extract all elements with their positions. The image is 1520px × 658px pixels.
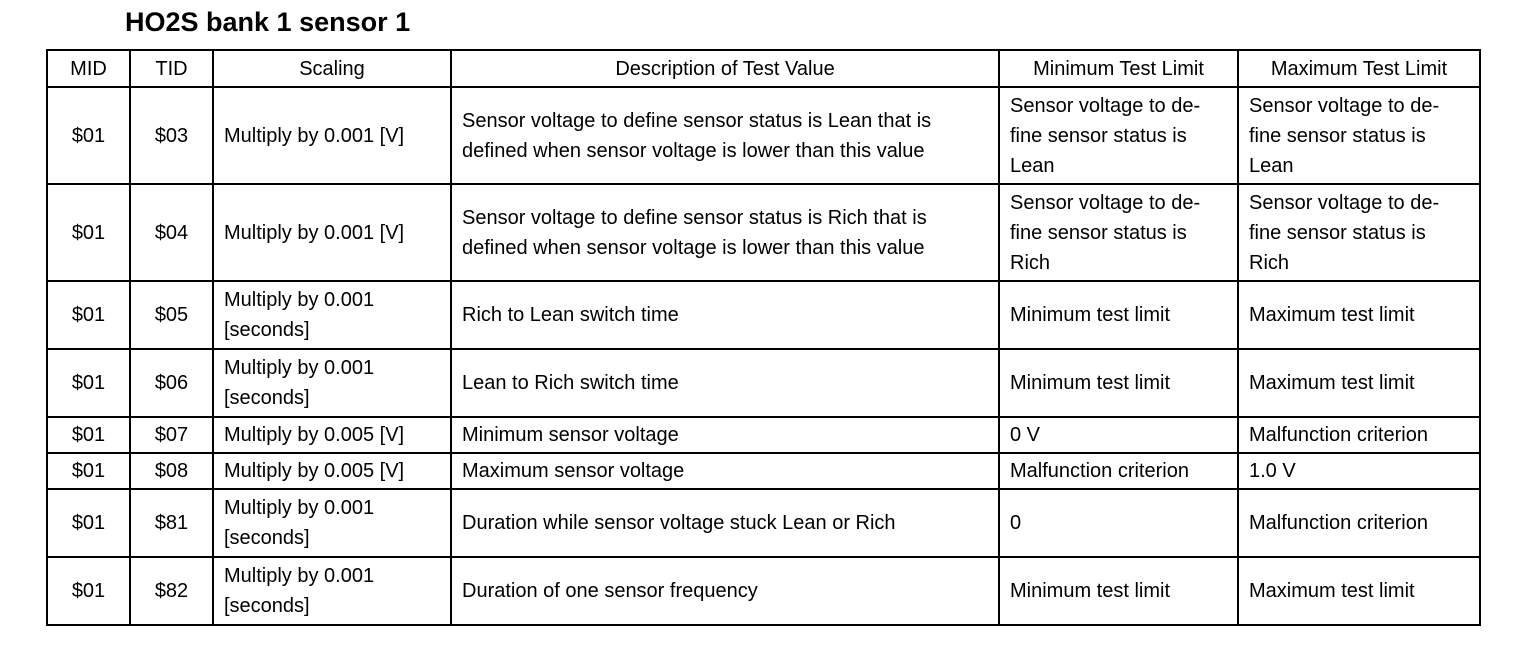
cell-max-limit-line: Maximum test limit: [1249, 372, 1415, 394]
table-row: [47, 281, 1480, 349]
cell-min-limit: [999, 87, 1238, 184]
cell-max-limit-line: Lean: [1249, 154, 1294, 177]
cell-mid: $01: [47, 184, 130, 281]
cell-description: [451, 184, 999, 281]
cell-scaling-line: Multiply by 0.001: [224, 497, 375, 519]
cell-description: [451, 87, 999, 184]
cell-scaling-line: [seconds]: [224, 527, 310, 549]
cell-description-line: Minimum sensor voltage: [462, 424, 679, 446]
cell-min-limit: [999, 453, 1238, 489]
cell-min-limit-line: Minimum test limit: [1010, 580, 1171, 602]
cell-description-line: Sensor voltage to define sensor status is Rich that is: [462, 206, 927, 229]
cell-description-line: Duration while sensor voltage stuck Lean or Rich: [462, 512, 896, 534]
cell-tid: $03: [130, 87, 213, 184]
cell-description-line: Sensor voltage to define sensor status is Lean that is: [462, 109, 932, 132]
cell-mid: $01: [47, 349, 130, 417]
cell-mid: $01: [47, 87, 130, 184]
cell-min-limit: [999, 489, 1238, 557]
cell-scaling: [213, 87, 451, 184]
cell-description: [451, 417, 999, 453]
cell-min-limit-line: Sensor voltage to de-: [1010, 191, 1201, 214]
cell-scaling: [213, 417, 451, 453]
table-body: [47, 87, 1480, 625]
cell-max-limit: [1238, 281, 1480, 349]
cell-max-limit-line: Malfunction criterion: [1249, 424, 1428, 446]
cell-max-limit-line: fine sensor status is: [1249, 221, 1426, 244]
cell-min-limit-line: Minimum test limit: [1010, 304, 1171, 326]
table-row: [47, 184, 1480, 281]
cell-scaling: [213, 453, 451, 489]
cell-tid: $05: [130, 281, 213, 349]
cell-max-limit-line: 1.0 V: [1249, 460, 1296, 482]
cell-tid: $04: [130, 184, 213, 281]
cell-mid: $01: [47, 557, 130, 625]
cell-tid: $81: [130, 489, 213, 557]
cell-description-line: Rich to Lean switch time: [462, 304, 679, 326]
cell-description-line: defined when sensor voltage is lower than this value: [462, 139, 925, 162]
cell-description-line: Lean to Rich switch time: [462, 372, 679, 394]
header-row: [47, 50, 1480, 87]
cell-tid: $06: [130, 349, 213, 417]
cell-max-limit: [1238, 184, 1480, 281]
cell-description-line: Duration of one sensor frequency: [462, 580, 758, 602]
cell-scaling: [213, 489, 451, 557]
cell-min-limit: [999, 281, 1238, 349]
cell-scaling-line: Multiply by 0.005 [V]: [224, 460, 405, 482]
cell-max-limit: [1238, 453, 1480, 489]
cell-mid: $01: [47, 417, 130, 453]
cell-mid: $01: [47, 489, 130, 557]
cell-scaling: [213, 349, 451, 417]
cell-max-limit-line: Maximum test limit: [1249, 304, 1415, 326]
test-value-table: [46, 49, 1481, 626]
header-max-limit: Maximum Test Limit: [1238, 50, 1480, 87]
cell-scaling-line: Multiply by 0.001: [224, 289, 375, 311]
cell-min-limit-line: 0 V: [1010, 424, 1041, 446]
table-row: [47, 349, 1480, 417]
cell-scaling: [213, 557, 451, 625]
cell-max-limit-line: fine sensor status is: [1249, 124, 1426, 147]
cell-max-limit: [1238, 417, 1480, 453]
cell-scaling-line: [seconds]: [224, 595, 310, 617]
cell-scaling: [213, 281, 451, 349]
cell-min-limit-line: Malfunction criterion: [1010, 460, 1189, 482]
cell-max-limit-line: Maximum test limit: [1249, 580, 1415, 602]
cell-scaling-line: Multiply by 0.001 [V]: [224, 221, 405, 244]
cell-description: [451, 281, 999, 349]
cell-min-limit-line: Minimum test limit: [1010, 372, 1171, 394]
header-min-limit: Minimum Test Limit: [999, 50, 1238, 87]
header-mid: MID: [47, 50, 130, 87]
table-row: [47, 489, 1480, 557]
cell-min-limit: [999, 417, 1238, 453]
header-scaling: Scaling: [213, 50, 451, 87]
cell-max-limit-line: Malfunction criterion: [1249, 512, 1428, 534]
cell-max-limit-line: Sensor voltage to de-: [1249, 94, 1440, 117]
cell-min-limit-line: fine sensor status is: [1010, 124, 1187, 147]
table-row: [47, 453, 1480, 489]
cell-max-limit: [1238, 557, 1480, 625]
cell-scaling: [213, 184, 451, 281]
cell-min-limit-line: Sensor voltage to de-: [1010, 94, 1201, 117]
cell-scaling-line: Multiply by 0.001: [224, 565, 375, 587]
cell-min-limit: [999, 557, 1238, 625]
cell-min-limit: [999, 184, 1238, 281]
header-description: Description of Test Value: [451, 50, 999, 87]
cell-min-limit-line: 0: [1010, 512, 1022, 534]
cell-mid: $01: [47, 453, 130, 489]
cell-scaling-line: [seconds]: [224, 387, 310, 409]
cell-min-limit: [999, 349, 1238, 417]
cell-max-limit: [1238, 87, 1480, 184]
table-row: [47, 87, 1480, 184]
cell-scaling-line: [seconds]: [224, 319, 310, 341]
cell-min-limit-line: Lean: [1010, 154, 1055, 177]
cell-description: [451, 489, 999, 557]
cell-description: [451, 453, 999, 489]
cell-max-limit: [1238, 349, 1480, 417]
header-tid: TID: [130, 50, 213, 87]
cell-min-limit-line: fine sensor status is: [1010, 221, 1187, 244]
cell-scaling-line: Multiply by 0.005 [V]: [224, 424, 405, 446]
cell-scaling-line: Multiply by 0.001 [V]: [224, 124, 405, 147]
cell-description-line: defined when sensor voltage is lower than this value: [462, 236, 925, 259]
cell-max-limit: [1238, 489, 1480, 557]
cell-description: [451, 557, 999, 625]
cell-tid: $08: [130, 453, 213, 489]
cell-scaling-line: Multiply by 0.001: [224, 357, 375, 379]
cell-tid: $82: [130, 557, 213, 625]
cell-description: [451, 349, 999, 417]
page-title: HO2S bank 1 sensor 1: [125, 7, 411, 37]
table-row: [47, 557, 1480, 625]
cell-mid: $01: [47, 281, 130, 349]
cell-min-limit-line: Rich: [1010, 251, 1051, 274]
cell-tid: $07: [130, 417, 213, 453]
cell-max-limit-line: Sensor voltage to de-: [1249, 191, 1440, 214]
cell-description-line: Maximum sensor voltage: [462, 460, 685, 482]
cell-max-limit-line: Rich: [1249, 251, 1290, 274]
table-row: [47, 417, 1480, 453]
